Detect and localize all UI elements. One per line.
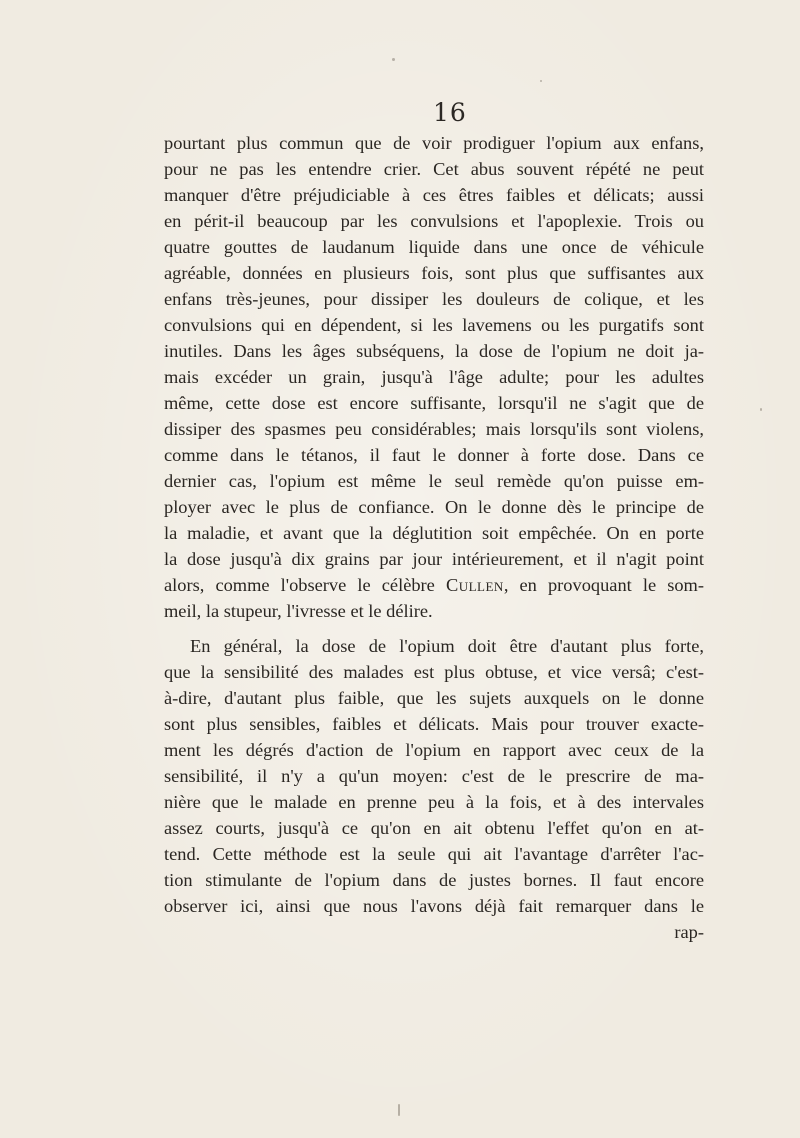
paper-speck xyxy=(540,80,542,82)
text-line: la maladie, et avant que la déglutition soit empêchée. On en porte xyxy=(164,523,704,543)
text-line: comme dans le tétanos, il faut le donner à forte dose. Dans ce xyxy=(164,445,704,465)
text-line: tend. Cette méthode est la seule qui ait l'avantage d'arrêter l'ac- xyxy=(164,844,704,864)
paper-speck xyxy=(760,408,762,411)
text-line: convulsions qui en dépendent, si les lavemens ou les purgatifs sont xyxy=(164,315,704,335)
text-line: que la sensibilité des malades est plus obtuse, et vice versâ; c'est- xyxy=(164,662,704,682)
text-line: ment les dégrés d'action de l'opium en rapport avec ceux de la xyxy=(164,740,704,760)
text-line: ployer avec le plus de confiance. On le donne dès le principe de xyxy=(164,497,704,517)
author-name-cullen: Cullen xyxy=(445,575,504,595)
paper-speck xyxy=(392,58,395,61)
text-line: En général, la dose de l'opium doit être d'autant plus forte, xyxy=(190,636,704,656)
text-line: dernier cas, l'opium est même le seul remède qu'on puisse em- xyxy=(164,471,704,491)
page-number: 16 xyxy=(433,98,467,127)
text-line: pourtant plus commun que de voir prodiguer l'opium aux enfans, xyxy=(164,133,704,153)
text-fragment: alors, comme l'observe le célèbre xyxy=(164,575,435,595)
text-line: manquer d'être préjudiciable à ces êtres faibles et délicats; aussi xyxy=(164,185,704,205)
text-line: tion stimulante de l'opium dans de justes bornes. Il faut encore xyxy=(164,870,704,890)
text-line: inutiles. Dans les âges subséquens, la dose de l'opium ne doit ja- xyxy=(164,341,704,361)
text-line: à-dire, d'autant plus faible, que les sujets auxquels on le donne xyxy=(164,688,704,708)
paragraph-2 xyxy=(164,633,704,919)
text-line: sensibilité, il n'y a qu'un moyen: c'est de le prescrire de ma- xyxy=(164,766,704,786)
text-line: agréable, données en plusieurs fois, sont plus que suffisantes aux xyxy=(164,263,704,283)
text-line: meil, la stupeur, l'ivresse et le délire. xyxy=(164,601,433,621)
text-line: sont plus sensibles, faibles et délicats. Mais pour trouver exacte- xyxy=(164,714,704,734)
catchword: rap- xyxy=(674,922,704,942)
text-line: nière que le malade en prenne peu à la fois, et à des intervales xyxy=(164,792,704,812)
body-text xyxy=(164,130,704,945)
text-line: enfans très-jeunes, pour dissiper les douleurs de colique, et les xyxy=(164,289,704,309)
text-line: pour ne pas les entendre crier. Cet abus souvent répété ne peut xyxy=(164,159,704,179)
paragraph-1 xyxy=(164,130,704,624)
text-line: même, cette dose est encore suffisante, lorsqu'il ne s'agit que de xyxy=(164,393,704,413)
paper-speck xyxy=(398,1104,400,1116)
text-line: en périt-il beaucoup par les convulsions et l'apoplexie. Trois ou xyxy=(164,211,704,231)
text-line: dissiper des spasmes peu considérables; mais lorsqu'ils sont violens, xyxy=(164,419,704,439)
text-line: observer ici, ainsi que nous l'avons déjà fait remarquer dans le xyxy=(164,896,704,916)
text-line: assez courts, jusqu'à ce qu'on en ait obtenu l'effet qu'on en at- xyxy=(164,818,704,838)
text-fragment: , en provoquant le som- xyxy=(503,575,704,595)
text-line: quatre gouttes de laudanum liquide dans une once de véhicule xyxy=(164,237,704,257)
text-line-cullen xyxy=(164,572,704,598)
text-line: mais excéder un grain, jusqu'à l'âge adulte; pour les adultes xyxy=(164,367,704,387)
paragraph-gap xyxy=(164,624,704,633)
text-line: la dose jusqu'à dix grains par jour intérieurement, et il n'agit point xyxy=(164,549,704,569)
